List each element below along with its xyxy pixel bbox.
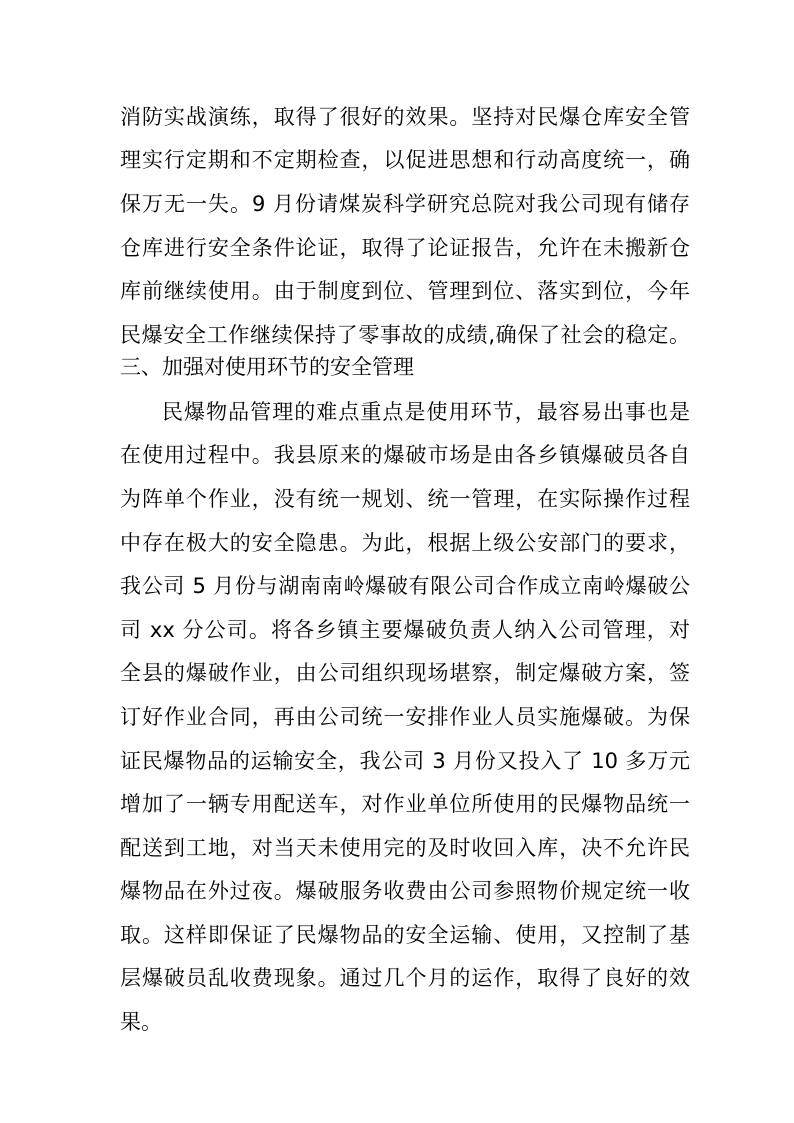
- paragraph-line: 果。: [120, 1010, 162, 1034]
- paragraph-line: 爆物品在外过夜。爆破服务收费由公司参照物价规定统一收: [120, 879, 690, 903]
- paragraph-line: 在使用过程中。我县原来的爆破市场是由各乡镇爆破员各自: [120, 443, 690, 467]
- paragraph-line: 民爆安全工作继续保持了零事故的成绩,确保了社会的稳定。: [120, 323, 690, 347]
- paragraph-line: 理实行定期和不定期检查，以促进思想和行动高度统一，确: [120, 148, 690, 172]
- paragraph-line: 中存在极大的安全隐患。为此，根据上级公安部门的要求，: [120, 531, 690, 555]
- paragraph-line: 仓库进行安全条件论证，取得了论证报告，允许在未搬新仓: [120, 236, 690, 260]
- paragraph-line: 保万无一失。9 月份请煤炭科学研究总院对我公司现有储存: [120, 192, 690, 216]
- paragraph-line: 全县的爆破作业，由公司组织现场堪察，制定爆破方案，签: [120, 661, 690, 685]
- paragraph-line: 取。这样即保证了民爆物品的安全运输、使用，又控制了基: [120, 923, 690, 947]
- paragraph-line: 增加了一辆专用配送车，对作业单位所使用的民爆物品统一: [120, 792, 690, 816]
- paragraph-line: 民爆物品管理的难点重点是使用环节，最容易出事也是: [162, 400, 690, 424]
- paragraph-line: 配送到工地，对当天未使用完的及时收回入库，决不允许民: [120, 836, 690, 860]
- paragraph-line: 证民爆物品的运输安全，我公司 3 月份又投入了 10 多万元: [120, 749, 690, 773]
- paragraph-line: 为阵单个作业，没有统一规划、统一管理，在实际操作过程: [120, 487, 690, 511]
- paragraph-line: 库前继续使用。由于制度到位、管理到位、落实到位，今年: [120, 279, 690, 303]
- paragraph-line: 消防实战演练，取得了很好的效果。坚持对民爆仓库安全管: [120, 105, 690, 129]
- paragraph-line: 我公司 5 月份与湖南南岭爆破有限公司合作成立南岭爆破公: [120, 574, 690, 598]
- paragraph-line: 层爆破员乱收费现象。通过几个月的运作，取得了良好的效: [120, 966, 690, 990]
- paragraph-line: 订好作业合同，再由公司统一安排作业人员实施爆破。为保: [120, 705, 690, 729]
- paragraph-line: 司 xx 分公司。将各乡镇主要爆破负责人纳入公司管理，对: [120, 618, 690, 642]
- section-heading: 三、加强对使用环节的安全管理: [120, 355, 414, 379]
